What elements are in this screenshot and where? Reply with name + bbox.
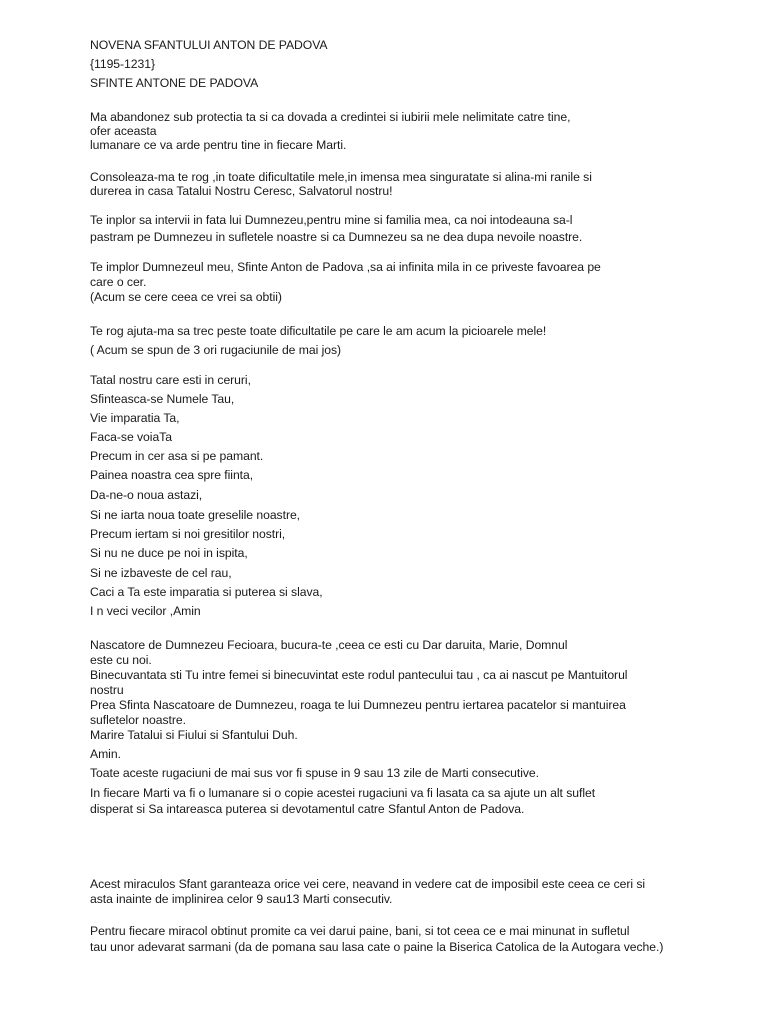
text-line: nostru: [90, 683, 124, 697]
prayer-line: Sfinteasca-se Numele Tau,: [90, 392, 235, 406]
prayer-line: Si nu ne duce pe noi in ispita,: [90, 546, 248, 560]
text-line: disperat si Sa intareasca puterea si devotamentul catre Sfantul Anton de Padova.: [90, 802, 525, 816]
prayer-line: Caci a Ta este imparatia si puterea si slava,: [90, 585, 323, 599]
text-line: Toate aceste rugaciuni de mai sus vor fi spuse in 9 sau 13 zile de Marti consecutive.: [90, 766, 539, 780]
text-line: Te rog ajuta-ma sa trec peste toate dificultatile pe care le am acum la picioarele mele!: [90, 324, 547, 338]
text-line: In fiecare Marti va fi o lumanare si o copie acestei rugaciuni va fi lasata ca sa ajute un alt suflet: [90, 786, 596, 800]
text-line: durerea in casa Tatalui Nostru Ceresc, Salvatorul nostru!: [90, 184, 393, 198]
text-line: sufletelor noastre.: [90, 713, 186, 727]
prayer-line: Si ne izbaveste de cel rau,: [90, 566, 232, 580]
prayer-line: Si ne iarta noua toate greselile noastre,: [90, 508, 301, 522]
text-line: Te inplor sa intervii in fata lui Dumnezeu,pentru mine si familia mea, ca noi intodeauna sa-l: [90, 213, 573, 227]
text-line: ( Acum se spun de 3 ori rugaciunile de mai jos): [90, 343, 342, 357]
prayer-line: Precum in cer asa si pe pamant.: [90, 449, 264, 463]
prayer-line: Tatal nostru care esti in ceruri,: [90, 373, 251, 387]
text-line: Ma abandonez sub protectia ta si ca dovada a credintei si iubirii mele nelimitate catre tine,: [90, 110, 571, 124]
text-line: Consoleaza-ma te rog ,in toate dificultatile mele,in imensa mea singuratate si alina-mi ranile si: [90, 170, 592, 184]
text-line: care o cer.: [90, 275, 147, 289]
text-line: Nascatore de Dumnezeu Fecioara, bucura-te ,ceea ce esti cu Dar daruita, Marie, Domnul: [90, 638, 568, 652]
document-dates: {1195-1231}: [90, 57, 155, 71]
text-line: asta inainte de implinirea celor 9 sau13 Marti consecutiv.: [90, 892, 393, 906]
text-line: ofer aceasta: [90, 124, 157, 138]
text-line: Amin.: [90, 747, 121, 761]
text-line: pastram pe Dumnezeu in sufletele noastre si ca Dumnezeu sa ne dea dupa nevoile noastre.: [90, 230, 583, 244]
text-line: lumanare ce va arde pentru tine in fiecare Marti.: [90, 138, 347, 152]
text-line: Acest miraculos Sfant garanteaza orice vei cere, neavand in vedere cat de imposibil este ceea ce ceri si: [90, 877, 646, 891]
text-line: Marire Tatalui si Fiului si Sfantului Duh.: [90, 728, 298, 742]
prayer-line: Precum iertam si noi gresitilor nostri,: [90, 527, 286, 541]
text-line: tau unor adevarat sarmani (da de pomana sau lasa cate o paine la Biserica Catolica de la Autogara veche.): [90, 940, 664, 954]
document-subtitle: SFINTE ANTONE DE PADOVA: [90, 76, 259, 90]
prayer-line: Faca-se voiaTa: [90, 430, 172, 444]
prayer-line: I n veci vecilor ,Amin: [90, 604, 201, 618]
text-line: Te implor Dumnezeul meu, Sfinte Anton de Padova ,sa ai infinita mila in ce priveste favoarea pe: [90, 260, 601, 274]
text-line: (Acum se cere ceea ce vrei sa obtii): [90, 290, 282, 304]
prayer-line: Painea noastra cea spre fiinta,: [90, 468, 254, 482]
text-line: este cu noi.: [90, 653, 152, 667]
text-line: Binecuvantata sti Tu intre femei si binecuvintat este rodul pantecului tau , ca ai nascut pe Mantuitorul: [90, 668, 628, 682]
text-line: Prea Sfinta Nascatoare de Dumnezeu, roaga te lui Dumnezeu pentru iertarea pacatelor si mantuirea: [90, 698, 626, 712]
prayer-line: Vie imparatia Ta,: [90, 411, 180, 425]
text-line: Pentru fiecare miracol obtinut promite ca vei darui paine, bani, si tot ceea ce e mai minunat in sufletul: [90, 924, 630, 938]
prayer-line: Da-ne-o noua astazi,: [90, 488, 203, 502]
document-title: NOVENA SFANTULUI ANTON DE PADOVA: [90, 38, 328, 52]
